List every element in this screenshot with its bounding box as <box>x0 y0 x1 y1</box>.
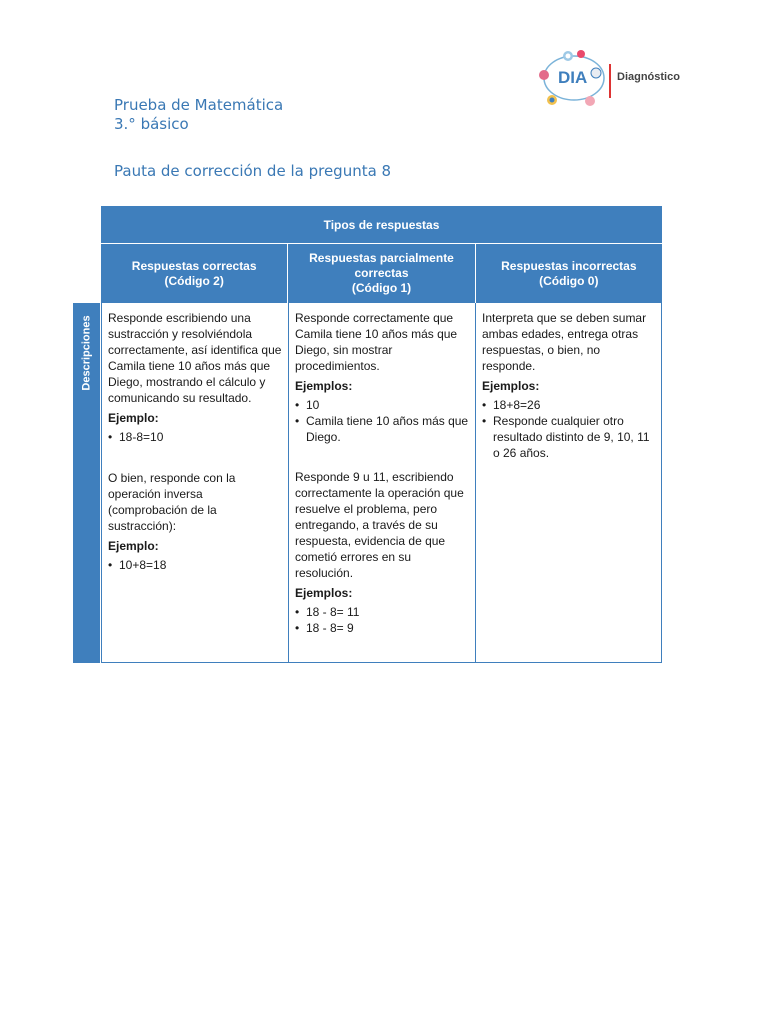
table-top-header: Tipos de respuestas <box>101 206 662 243</box>
cell-partial <box>288 303 475 662</box>
example-item: • 10+8=18 <box>108 557 282 573</box>
logo-separator <box>609 64 611 98</box>
example-label: Ejemplos: <box>482 379 540 393</box>
grade-label: 3.° básico <box>114 115 189 133</box>
example-label: Ejemplos: <box>295 586 353 600</box>
description-text: Interpreta que se deben sumar ambas edades, entrega otras respuestas, o bien, no responde. <box>482 311 647 373</box>
column-header-correct: Respuestas correctas (Código 2) <box>101 244 288 303</box>
page-title: Prueba de Matemática <box>114 96 284 114</box>
example-item: • 18 - 8= 9 <box>295 620 469 636</box>
column-header-incorrect: Respuestas incorrectas (Código 0) <box>476 244 662 303</box>
example-item: • Responde cualquier otro resultado distinto de 9, 10, 11 o 26 años. <box>482 413 655 461</box>
side-label: Descripciones <box>80 315 93 391</box>
description-text: O bien, responde con la operación inversa (comprobación de la sustracción): <box>108 471 236 533</box>
table-column-headers <box>101 244 662 303</box>
side-label-band <box>73 303 100 663</box>
example-label: Ejemplo: <box>108 411 159 425</box>
example-item: • 18 - 8= 11 <box>295 604 469 620</box>
column-header-partial: Respuestas parcialmente correctas (Código 1) <box>288 244 475 303</box>
description-text: Responde escribiendo una sustracción y resolviéndola correctamente, así identifica que Camila tiene 10 años más que Diego, mostrando el cálculo y comunicando su resultado. <box>108 311 282 405</box>
example-item: • 18+8=26 <box>482 397 655 413</box>
table-body-row <box>101 303 662 663</box>
example-item: • 10 <box>295 397 469 413</box>
cell-incorrect <box>475 303 661 662</box>
description-text: Responde correctamente que Camila tiene 10 años más que Diego, sin mostrar procedimientos. <box>295 311 458 373</box>
example-item: • 18-8=10 <box>108 429 282 445</box>
example-label: Ejemplos: <box>295 379 353 393</box>
logo-label: Diagnóstico <box>617 71 680 83</box>
description-text: Responde 9 u 11, escribiendo correctamente la operación que resuelve el problema, pero entregando, a través de su respuesta, evidencia de que cometió errores en su resolución. <box>295 470 464 580</box>
example-label: Ejemplo: <box>108 539 159 553</box>
cell-correct <box>101 303 288 662</box>
document-header <box>114 96 283 134</box>
svg-text:DIA: DIA <box>558 68 588 87</box>
example-item: • Camila tiene 10 años más que Diego. <box>295 413 469 445</box>
question-heading: Pauta de corrección de la pregunta 8 <box>114 162 392 180</box>
